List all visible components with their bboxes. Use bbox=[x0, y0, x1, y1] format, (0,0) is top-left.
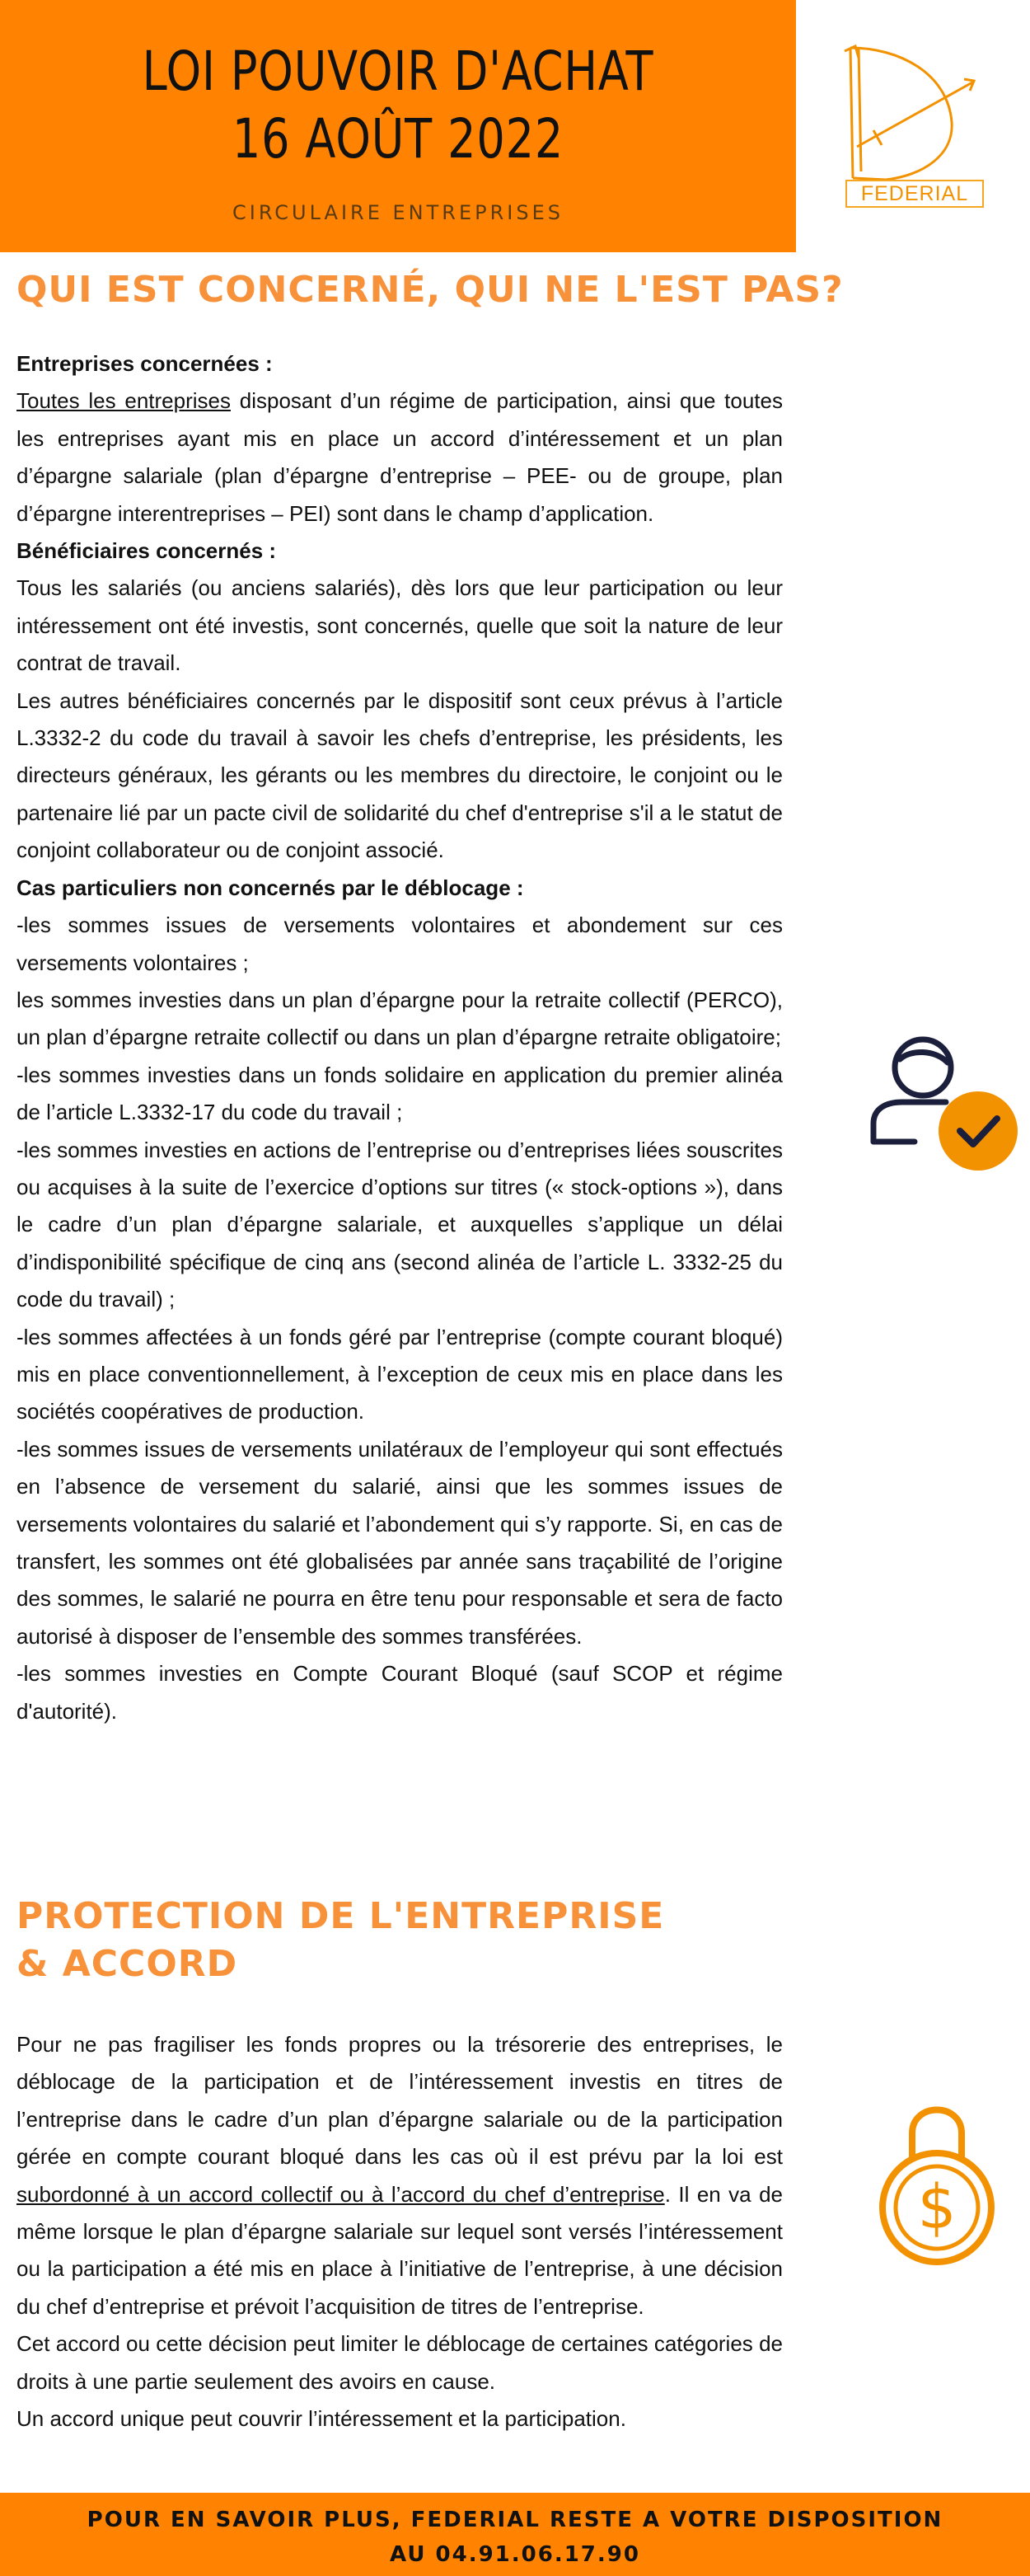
list-item: -les sommes investies en Compte Courant Bloqué (sauf SCOP et régime d'autorité). bbox=[16, 1661, 783, 1724]
beneficiaires-paragraph-1: Tous les salariés (ou anciens salariés), dès lors que leur participation ou leur intéressement ont été investis, sont concernés, quelle que soit la nature de leur contrat de travail. bbox=[16, 575, 783, 676]
section-title-protection bbox=[16, 1893, 664, 1988]
protection-paragraph-1 bbox=[16, 2026, 783, 2325]
protection-title-line-2: & ACCORD bbox=[16, 1943, 238, 1985]
entreprises-label: Entreprises concernées : bbox=[16, 351, 273, 376]
entreprises-underlined: Toutes les entreprises bbox=[16, 388, 231, 414]
list-item: -les sommes issues de versements volontaires et abondement sur ces versements volontaires ; bbox=[16, 913, 783, 975]
header-banner bbox=[0, 0, 796, 252]
svg-text:$: $ bbox=[917, 2172, 957, 2243]
entreprises-paragraph bbox=[16, 382, 783, 533]
footer-line-1: POUR EN SAVOIR PLUS, FEDERIAL RESTE A VOTRE DISPOSITION bbox=[87, 2508, 943, 2532]
dollar-padlock-icon bbox=[875, 2094, 999, 2267]
title-line-2: 16 AOÛT 2022 bbox=[232, 107, 564, 171]
title-line-1: LOI POUVOIR D'ACHAT bbox=[142, 40, 654, 103]
beneficiaires-paragraph-2: Les autres bénéficiaires concernés par le dispositif sont ceux prévus à l’article L.3332-2 du code du travail à savoir les chefs d’entreprise, les présidents, les directeurs généraux, les gérants ou les membres du directoire, le conjoint ou le partenaire lié par un pacte civil de solidarité du chef d'entreprise s'il a le statut de conjoint collaborateur ou de conjoint associé. bbox=[16, 687, 783, 863]
protection-p1-end: . Il en va de même lorsque le plan d’épargne salariale sur lequel sont versés l’intéressement ou la participation a été mis en place à l’initiative de l’entreprise, à une décision du chef d’entreprise et prévoit l’acquisition de titres de l’entreprise. bbox=[16, 2181, 783, 2319]
list-item: -les sommes investies dans un fonds solidaire en application du premier alinéa de l’article L.3332-17 du code du travail ; bbox=[16, 1062, 783, 1125]
section-title-concerned: QUI EST CONCERNÉ, QUI NE L'EST PAS? bbox=[16, 269, 844, 311]
section-body-concerned bbox=[16, 345, 783, 1730]
page-subtitle: CIRCULAIRE ENTREPRISES bbox=[232, 201, 564, 224]
protection-title-line-1: PROTECTION DE L'ENTREPRISE bbox=[16, 1895, 665, 1937]
protection-paragraph-3: Un accord unique peut couvrir l’intéressement et la participation. bbox=[16, 2406, 626, 2432]
beneficiaires-label: Bénéficiaires concernés : bbox=[16, 538, 277, 564]
protection-p1-underlined: subordonné à un accord collectif ou à l’accord du chef d’entreprise bbox=[16, 2181, 665, 2207]
entreprises-text: disposant d’un régime de participation, ainsi que toutes les entreprises ayant mis en place un accord d’intéressement et un plan d’épargne salariale (plan d’épargne d’entreprise – PEE- ou de groupe, plan d’épargne interentreprises – PEI) sont dans le champ d’application. bbox=[16, 388, 783, 526]
page-title bbox=[72, 38, 724, 173]
list-item: -les sommes affectées à un fonds géré par l’entreprise (compte courant bloqué) mis en place conventionnellement, à l’exception de ceux mis en place dans les sociétés coopératives de production. bbox=[16, 1324, 783, 1424]
footer-phone: AU 04.91.06.17.90 bbox=[390, 2542, 640, 2567]
section-body-protection bbox=[16, 2026, 783, 2438]
logo-wordmark: FEDERIAL bbox=[845, 180, 984, 208]
person-checkmark-icon bbox=[865, 1026, 1022, 1179]
protection-p1-start: Pour ne pas fragiliser les fonds propres ou la trésorerie des entreprises, le déblocage de la participation et de l’intéressement investis en titres de l’entreprise dans le cadre d’un plan d’épargne salariale ou de la participation gérée en compte courant bloqué dans les cas où il est prévu par la loi est bbox=[16, 2032, 783, 2170]
list-item: -les sommes investies en actions de l’entreprise ou d’entreprises liées souscrites ou acquises à la suite de l’exercice d’options sur titres (« stock-options »), dans le cadre d’un plan d’épargne salariale, et auxquelles s’applique un délai d’indisponibilité spécifique de cinq ans (second alinéa de l’article L. 3332-25 du code du travail) ; bbox=[16, 1137, 783, 1312]
list-item: -les sommes issues de versements unilatéraux de l’employeur qui sont effectués en l’absence de versement du salarié, ainsi que les sommes issues de versements volontaires du salarié et l’abondement qui s’y rapporte. Si, en cas de transfert, les sommes ont été globalisées par année sans traçabilité de l’origine des sommes, le salarié ne pourra en être tenu pour responsable et sera de facto autorisé à disposer de l’ensemble des sommes transférées. bbox=[16, 1436, 783, 1649]
list-item: les sommes investies dans un plan d’épargne pour la retraite collectif (PERCO), un plan d’épargne retraite collectif ou dans un plan d’épargne retraite obligatoire; bbox=[16, 987, 783, 1050]
cas-particuliers-label: Cas particuliers non concernés par le déblocage : bbox=[16, 875, 524, 900]
footer-banner bbox=[0, 2493, 1030, 2576]
protection-paragraph-2: Cet accord ou cette décision peut limiter le déblocage de certaines catégories de droits à une partie seulement des avoirs en cause. bbox=[16, 2331, 783, 2394]
